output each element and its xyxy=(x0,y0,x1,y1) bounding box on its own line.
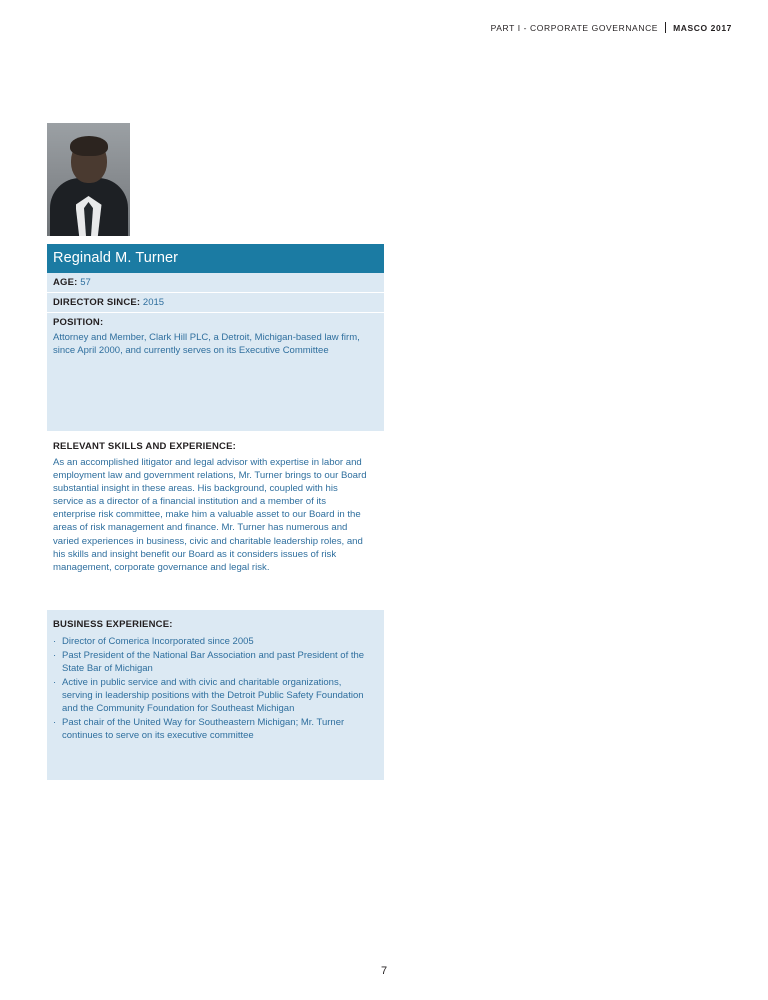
list-item-text: Past President of the National Bar Association and past President of the State Bar of Michigan xyxy=(62,650,365,674)
age-value: 57 xyxy=(80,277,91,288)
age-row xyxy=(47,273,384,292)
header-part-label: PART I - CORPORATE GOVERNANCE xyxy=(490,22,659,33)
header-brand: MASCO 2017 xyxy=(673,22,732,33)
list-item xyxy=(53,635,374,648)
bullet-icon: · xyxy=(53,677,57,688)
age-label: AGE: xyxy=(53,277,78,288)
page-number: 7 xyxy=(380,965,388,977)
skills-text: As an accomplished litigator and legal advisor with expertise in labor and employment law and government relations, Mr. Turner brings to our Board substantial insight in these areas. His background, coupled with his service as a director of a financial institution and a member of its enterprise risk committee, make him a valuable asset to our Board in the areas of risk management and finance. Mr. Turner has numerous and varied experiences in business, civic and charitable leadership roles, and his skills and insight benefit our Board as it considers issues of risk management, corporate governance and legal risk. xyxy=(53,457,367,573)
business-experience-section xyxy=(47,610,384,780)
portrait-hair xyxy=(70,136,108,156)
director-since-label: DIRECTOR SINCE: xyxy=(53,297,141,308)
director-portrait-photo xyxy=(47,123,130,236)
director-since-row xyxy=(47,293,384,312)
list-item-text: Director of Comerica Incorporated since 2005 xyxy=(62,636,254,647)
position-label: POSITION: xyxy=(53,317,104,328)
position-text: Attorney and Member, Clark Hill PLC, a Detroit, Michigan-based law firm, since April 2000, and currently serves on its Executive Committee xyxy=(53,332,360,356)
list-item xyxy=(53,716,374,742)
skills-label: RELEVANT SKILLS AND EXPERIENCE: xyxy=(53,441,237,452)
skills-section xyxy=(47,441,384,574)
list-item-text: Active in public service and with civic and charitable organizations, serving in leadership positions with the Detroit Public Safety Foundation and the Community Foundation for Southeast Michigan xyxy=(62,677,364,714)
bullet-icon: · xyxy=(53,636,57,647)
business-experience-list xyxy=(53,635,374,742)
bullet-icon: · xyxy=(53,650,57,661)
page-header xyxy=(491,22,732,33)
header-divider xyxy=(665,22,666,33)
director-bio-card xyxy=(47,123,384,574)
director-since-value: 2015 xyxy=(142,297,165,308)
director-name: Reginald M. Turner xyxy=(47,244,384,273)
list-item-text: Past chair of the United Way for Southeastern Michigan; Mr. Turner continues to serve on its executive committee xyxy=(62,717,345,741)
business-experience-label: BUSINESS EXPERIENCE: xyxy=(53,619,173,630)
position-section xyxy=(47,313,384,431)
bullet-icon: · xyxy=(53,717,57,728)
list-item xyxy=(53,676,374,715)
list-item xyxy=(53,649,374,675)
